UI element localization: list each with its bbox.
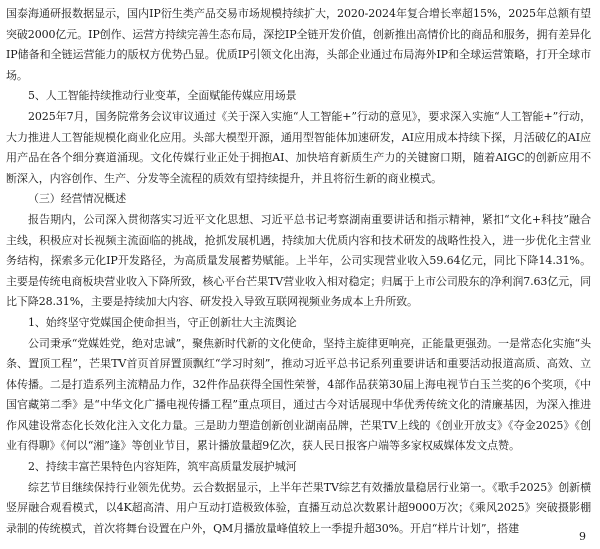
paragraph-variety-shows: 综艺节目继续保持行业领先优势。云合数据显示，上半年芒果TV综艺有效播放量稳居行业第一。《歌手2025》创新横竖屏融合观看模式，以4K超高清、用户互动打造极致体验，直播互动总次数累计超9000万次；《乘风2025》突破摄影棚录制的传统模式，首次将舞台设置在户外，QM月播放量峰值较上一季提升超30%。开启“样片计划”，搭建 [6, 480, 591, 535]
section-heading-content-matrix: 2、持续丰富芒果特色内容矩阵，筑牢高质量发展护城河 [28, 460, 297, 474]
document-page [6, 4, 591, 544]
section-heading-operations: （三）经营情况概述 [28, 192, 127, 206]
paragraph-operations-summary: 报告期内，公司深入贯彻落实习近平文化思想、习近平总书记考察湖南重要讲话和指示精神，紧扣“文化+科技”融合主线，积极应对长视频主流面临的挑战，抢抓发展机遇，持续加大优质内容和技术研发的战略性投入，进一步优化主营业务结构，探索多元化IP开发路径，为高质量发展蓄势赋能。上半年，公司实现营业收入59.64亿元，同比下降14.31%。主要是传统电商板块营业收入下降所致，核心平台芒果TV营业收入相对稳定；归属于上市公司股东的净利润7.63亿元，同比下降28.31%，主要是持续加大内容、研发投入导致互联网视频业务成本上升所致。 [6, 212, 591, 309]
paragraph-mission: 公司秉承“党媒姓党，绝对忠诚”，聚焦新时代新的文化使命，坚持主旋律更响亮，正能量更强劲。一是常态化实施“头条、置顶工程”，芒果TV首页首屏置顶飘红“学习时刻”，推动习近平总书记系列重要讲话和重要活动报道高质、高效、立体传播。二是打造系列主流精品力作，32件作品获得全国性荣誉，4部作品获第30届上海电视节白玉兰奖的6个奖项，《中国官藏第二季》是“中华文化广播电视传播工程”重点项目，通过古今对话展现中华优秀传统文化的清廉基因，为深入推进作风建设常态化长效化注入文化力量。三是助力塑造创新创业湖南品牌，芒果TV上线的《创业开放支》《夺金2025》《创业有得聊》《何以“湘”逢》等创业节目，累计播放量超9亿次，获人民日报客户端等多家权威媒体发文点赞。 [6, 336, 591, 453]
section-heading-mission: 1、始终坚守党媒国企使命担当，守正创新壮大主流舆论 [28, 315, 297, 329]
page-number: 9 [579, 530, 586, 543]
paragraph-ai-policy: 2025年7月，国务院常务会议审议通过《关于深入实施“人工智能+”行动的意见》，要求深入实施“人工智能+”行动，大力推进人工智能规模化商业化应用。头部大模型开源，通用型智能体加速研发，AI应用成本持续下探，月活破亿的AI应用产品在各个细分赛道涌现。文化传媒行业正处于拥抱AI、加快培育新质生产力的关键窗口期，随着AIGC的创新应用不断深入，内容创作、生产、分发等全流程的质效有望持续提升，并且将衍生新的商业模式。 [6, 109, 591, 185]
paragraph-ip-market: 国泰海通研报数据显示，国内IP衍生类产品交易市场规模持续扩大，2020-2024年复合增长率超15%，2025年总额有望突破2000亿元。IP创作、运营方持续完善生态布局，深挖IP全链开发价值，创新推出高情价比的商品和服务，拥有差异化IP储备和全链运营能力的版权方优势凸显。优质IP引领文化出海，头部企业通过布局海外IP和全球运营策略，打开全球市场。 [6, 7, 591, 82]
section-heading-ai: 5、人工智能持续推动行业变革，全面赋能传媒应用场景 [28, 89, 297, 103]
